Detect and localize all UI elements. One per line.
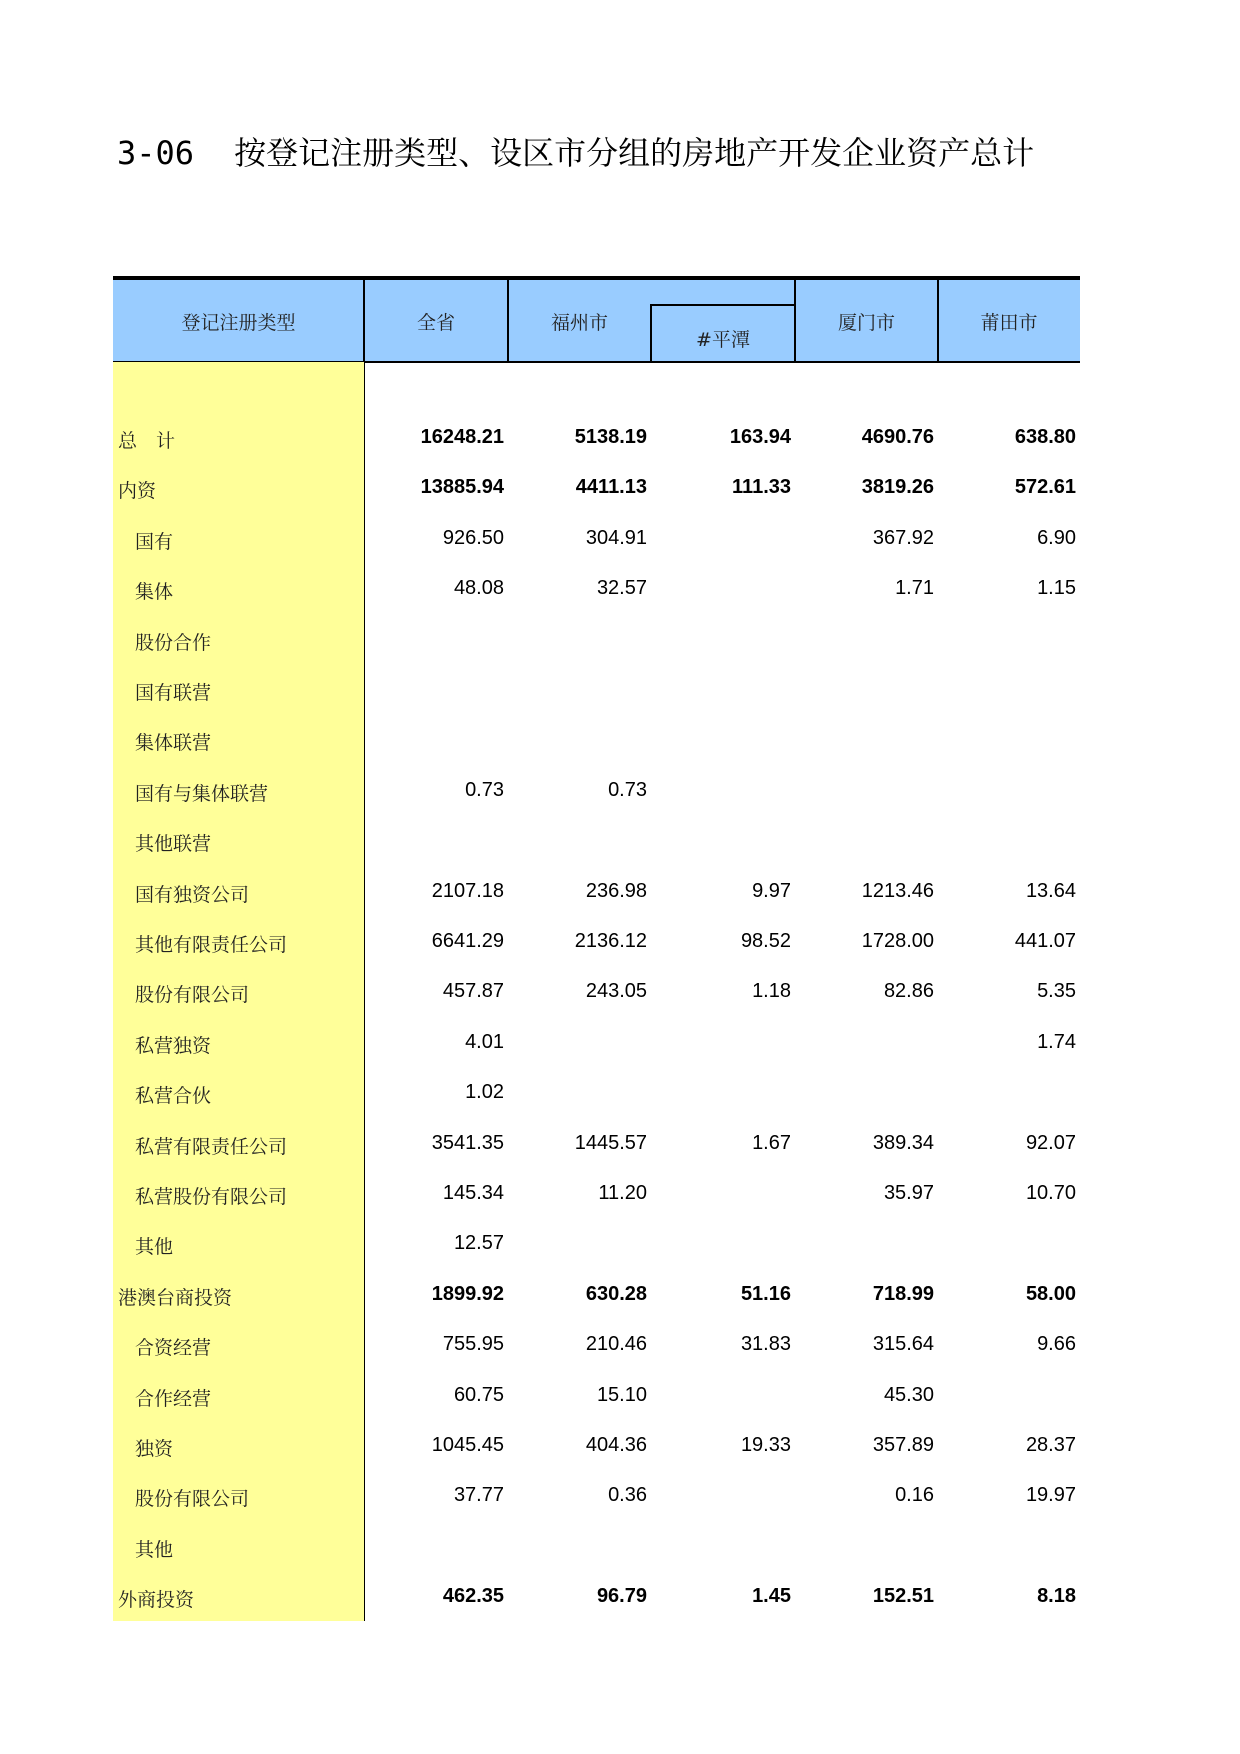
row-label: 其他 <box>135 1236 174 1259</box>
cell-value: 12.57 <box>453 1232 504 1255</box>
table-row <box>113 1484 1080 1514</box>
divider <box>650 304 796 306</box>
cell-value: 13885.94 <box>420 476 504 499</box>
cell-value: 304.91 <box>585 526 647 549</box>
cell-value: 4411.13 <box>575 476 647 499</box>
divider <box>507 276 509 362</box>
cell-value: 152.51 <box>872 1585 934 1608</box>
cell-value: 1.67 <box>752 1131 791 1154</box>
cell-value: 163.94 <box>729 426 791 448</box>
row-label: 独资 <box>135 1438 174 1460</box>
table-row <box>113 1232 1080 1262</box>
cell-value: 755.95 <box>442 1333 504 1356</box>
cell-value: 0.36 <box>608 1484 647 1507</box>
cell-value: 2107.18 <box>431 879 504 902</box>
table-row <box>113 829 1080 859</box>
header-putian: 莆田市 <box>980 311 1038 334</box>
table-row <box>113 1585 1080 1615</box>
cell-value: 2136.12 <box>574 930 647 952</box>
cell-value: 1.02 <box>465 1081 504 1104</box>
row-label: 合作经营 <box>135 1387 212 1410</box>
divider <box>937 276 939 362</box>
table-number: 3-06 <box>117 134 195 172</box>
row-label: 内资 <box>118 480 157 503</box>
table-row <box>113 678 1080 708</box>
cell-value: 926.50 <box>442 526 504 549</box>
cell-value: 243.05 <box>585 980 647 1003</box>
cell-value: 4.01 <box>465 1030 504 1053</box>
cell-value: 3819.26 <box>861 476 934 499</box>
cell-value: 367.92 <box>872 526 934 549</box>
cell-value: 60.75 <box>453 1383 504 1406</box>
cell-value: 357.89 <box>872 1434 934 1456</box>
cell-value: 0.73 <box>608 778 647 801</box>
cell-value: 45.30 <box>883 1383 934 1406</box>
cell-value: 3541.35 <box>431 1131 504 1154</box>
cell-value: 1728.00 <box>861 930 934 952</box>
table-row <box>113 1031 1080 1061</box>
cell-value: 1899.92 <box>431 1282 504 1305</box>
table-row <box>113 628 1080 658</box>
cell-value: 1045.45 <box>431 1434 504 1456</box>
table-row <box>113 980 1080 1010</box>
table-row <box>113 577 1080 607</box>
row-label: 合资经营 <box>135 1337 212 1360</box>
cell-value: 28.37 <box>1025 1434 1076 1456</box>
cell-value: 35.97 <box>883 1182 934 1204</box>
page-title <box>117 128 1034 174</box>
cell-value: 6641.29 <box>431 930 504 952</box>
cell-value: 16248.21 <box>420 426 504 448</box>
cell-value: 82.86 <box>883 980 934 1003</box>
row-label: 其他有限责任公司 <box>135 934 288 956</box>
cell-value: 111.33 <box>732 476 791 499</box>
cell-value: 1.18 <box>752 980 791 1003</box>
cell-value: 1.71 <box>895 577 934 600</box>
row-label: 国有与集体联营 <box>135 782 269 805</box>
table-row <box>113 1434 1080 1464</box>
cell-value: 630.28 <box>585 1282 647 1305</box>
header-fuzhou: 福州市 <box>550 311 608 334</box>
cell-value: 0.16 <box>895 1484 934 1507</box>
row-label: 国有联营 <box>135 682 212 704</box>
cell-value: 6.90 <box>1037 526 1076 549</box>
row-label: 集体 <box>135 581 174 604</box>
header-pingtan: #平潭 <box>696 329 750 351</box>
table-row <box>113 527 1080 557</box>
row-label: 股份有限公司 <box>135 1488 250 1511</box>
cell-value: 13.64 <box>1025 879 1076 902</box>
row-label: 国有 <box>135 530 174 553</box>
cell-value: 404.36 <box>585 1434 647 1456</box>
table-row <box>113 1333 1080 1363</box>
cell-value: 236.98 <box>585 879 647 902</box>
cell-value: 0.73 <box>465 778 504 801</box>
cell-value: 11.20 <box>598 1182 647 1204</box>
cell-value: 9.97 <box>752 879 791 902</box>
cell-value: 210.46 <box>585 1333 647 1356</box>
header-province: 全省 <box>416 311 455 334</box>
cell-value: 48.08 <box>453 577 504 600</box>
table-row <box>113 1384 1080 1414</box>
table-title: 按登记注册类型、设区市分组的房地产开发企业资产总计 <box>234 134 1035 172</box>
cell-value: 145.34 <box>442 1182 504 1204</box>
cell-value: 96.79 <box>596 1585 647 1608</box>
table-row <box>113 1535 1080 1565</box>
table-row <box>113 1283 1080 1313</box>
cell-value: 32.57 <box>596 577 647 600</box>
header-xiamen: 厦门市 <box>837 311 895 334</box>
cell-value: 441.07 <box>1014 930 1076 952</box>
cell-value: 389.34 <box>872 1131 934 1154</box>
cell-value: 1.74 <box>1037 1030 1076 1053</box>
cell-value: 638.80 <box>1014 426 1076 448</box>
cell-value: 315.64 <box>872 1333 934 1356</box>
cell-value: 5.35 <box>1037 980 1076 1003</box>
row-label: 股份合作 <box>135 631 212 654</box>
table-row <box>113 728 1080 758</box>
row-label: 私营有限责任公司 <box>135 1135 288 1158</box>
table-row <box>113 476 1080 506</box>
table-row <box>113 1182 1080 1212</box>
cell-value: 4690.76 <box>861 426 934 448</box>
table-row <box>113 880 1080 910</box>
divider <box>650 305 652 362</box>
cell-value: 462.35 <box>442 1585 504 1608</box>
cell-value: 1213.46 <box>861 879 934 902</box>
row-label: 私营股份有限公司 <box>135 1186 288 1208</box>
row-label: 私营合伙 <box>135 1085 212 1108</box>
table-row <box>113 930 1080 960</box>
row-label: 外商投资 <box>118 1589 195 1612</box>
cell-value: 9.66 <box>1037 1333 1076 1356</box>
cell-value: 58.00 <box>1025 1282 1076 1305</box>
cell-value: 92.07 <box>1025 1131 1076 1154</box>
cell-value: 15.10 <box>596 1383 647 1406</box>
row-label: 其他联营 <box>135 833 212 856</box>
row-label: 集体联营 <box>135 732 212 755</box>
cell-value: 5138.19 <box>574 426 647 448</box>
cell-value: 572.61 <box>1014 476 1076 499</box>
table-row <box>113 779 1080 809</box>
cell-value: 19.33 <box>740 1434 791 1456</box>
row-label: 其他 <box>135 1538 174 1561</box>
cell-value: 19.97 <box>1025 1484 1076 1507</box>
divider <box>794 276 796 362</box>
row-label: 私营独资 <box>135 1034 212 1057</box>
cell-value: 10.70 <box>1025 1182 1076 1204</box>
table-row <box>113 426 1080 456</box>
cell-value: 1.15 <box>1037 577 1076 600</box>
cell-value: 31.83 <box>740 1333 791 1356</box>
row-label: 总 计 <box>118 430 176 452</box>
cell-value: 1.45 <box>752 1585 791 1608</box>
header-type: 登记注册类型 <box>181 311 296 334</box>
table-row <box>113 1081 1080 1111</box>
cell-value: 457.87 <box>442 980 504 1003</box>
cell-value: 51.16 <box>740 1282 791 1305</box>
row-label: 股份有限公司 <box>135 984 250 1007</box>
row-label: 国有独资公司 <box>135 883 250 906</box>
cell-value: 718.99 <box>872 1282 934 1305</box>
cell-value: 98.52 <box>740 930 791 952</box>
cell-value: 1445.57 <box>574 1131 647 1154</box>
cell-value: 37.77 <box>453 1484 504 1507</box>
table-row <box>113 1132 1080 1162</box>
row-label: 港澳台商投资 <box>118 1286 233 1309</box>
cell-value: 8.18 <box>1037 1585 1076 1608</box>
